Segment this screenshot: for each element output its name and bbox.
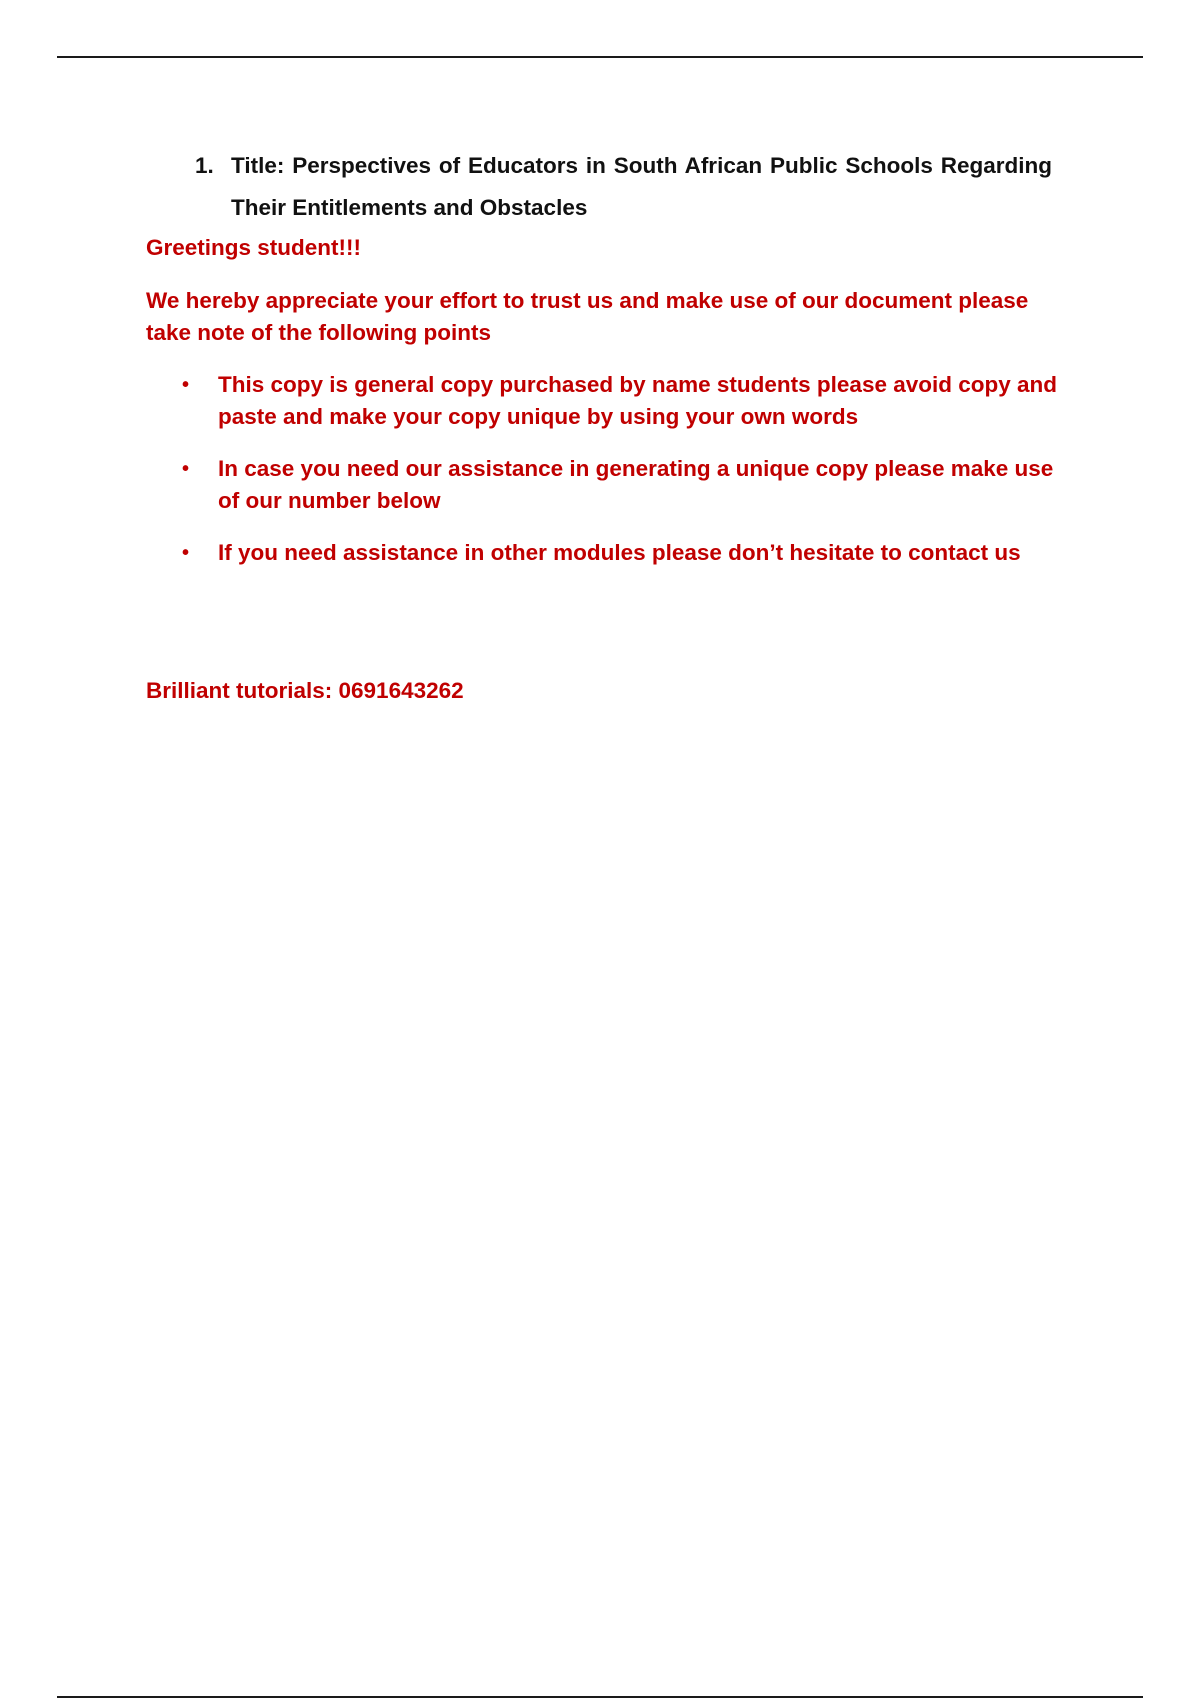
document-title	[195, 145, 1052, 229]
bullet-icon: •	[182, 458, 190, 480]
greeting-text: Greetings student!!!	[146, 235, 362, 260]
notes-list	[146, 369, 1066, 589]
bullet-icon: •	[182, 374, 190, 396]
list-item	[146, 537, 1066, 569]
title-number: 1.	[195, 153, 214, 178]
contact-line: Brilliant tutorials: 0691643262	[146, 678, 464, 703]
list-item	[146, 369, 1066, 433]
list-item	[146, 453, 1066, 517]
note-text: In case you need our assistance in generating a unique copy please make use of our number below	[218, 456, 1054, 513]
bullet-icon: •	[182, 542, 190, 564]
note-text: If you need assistance in other modules please don’t hesitate to contact us	[218, 540, 1021, 565]
top-divider	[57, 56, 1143, 58]
title-text: Title: Perspectives of Educators in South African Public Schools Regarding Their Entitlements and Obstacles	[231, 153, 1052, 220]
appreciation-paragraph: We hereby appreciate your effort to trust us and make use of our document please take note of the following points	[146, 288, 1029, 345]
note-text: This copy is general copy purchased by name students please avoid copy and paste and make your copy unique by using your own words	[218, 372, 1058, 429]
bottom-divider	[57, 1696, 1143, 1698]
